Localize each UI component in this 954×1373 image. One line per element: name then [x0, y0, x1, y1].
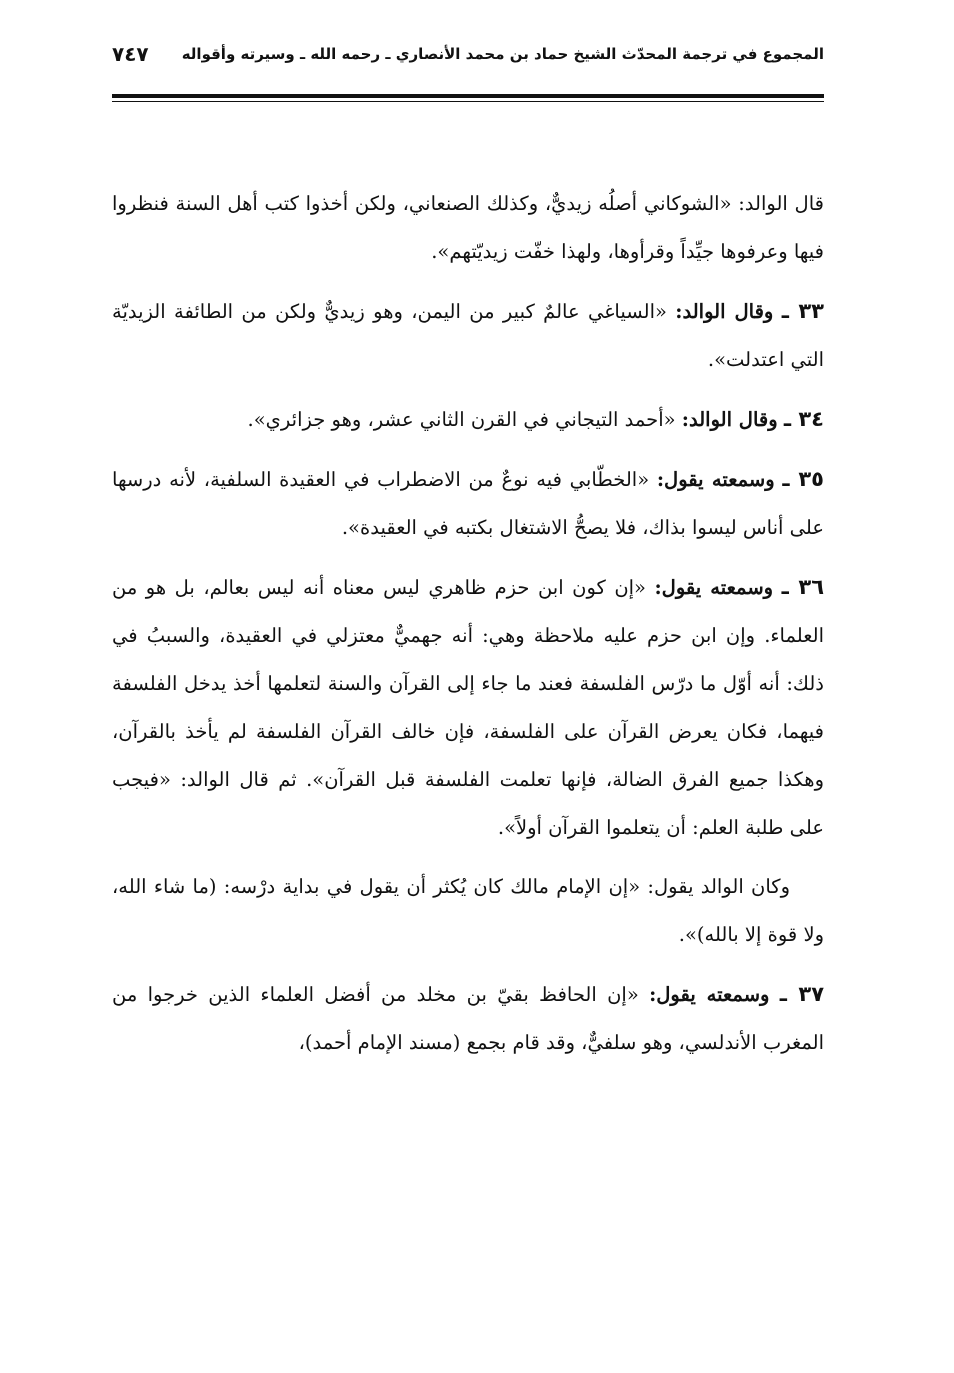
header-rule-thin [112, 101, 824, 102]
paragraph-lead: وقال الوالد: [675, 300, 774, 323]
paragraph-malik [112, 863, 824, 959]
paragraph-text: «إن الحافظ بقيّ بن مخلد من أفضل العلماء الذين خرجوا من المغرب الأندلسي، وهو سلفيٌّ، وقد قام بجمع (مسند الإمام أحمد)، [112, 983, 824, 1054]
page-number: ٧٤٧ [112, 42, 149, 66]
paragraph-intro [112, 180, 824, 276]
paragraph-text: «إن كون ابن حزم ظاهري ليس معناه أنه ليس بعالم، بل هو من العلماء. وإن ابن حزم عليه ملاحظة وهي: أنه جهميٌّ معتزلي في العقيدة، والسببُ في ذلك: أنه أوّل ما درّس الفلسفة فعند ما جاء إلى القرآن والسنة لتعلمها أخذ يدخل الفلسفة فيهما، فكان يعرض القرآن على الفلسفة، فإن خالف القرآن الفلسفة لم يأخذ بالقرآن، وهكذا جميع الفرق الضالة، فإنها تعلمت الفلسفة قبل القرآن». ثم قال الوالد: «فيجب على طلبة العلم: أن يتعلموا القرآن أولاً». [112, 576, 824, 839]
paragraph-number: ٣٦ ـ [781, 575, 825, 599]
header-rule-thick [112, 94, 824, 98]
paragraph-number: ٣٣ ـ [781, 299, 824, 323]
running-header [112, 36, 824, 72]
paragraph-lead: وسمعته يقول: [649, 983, 770, 1006]
paragraph-text: قال الوالد: «الشوكاني أصلُه زيديٌّ، وكذلك الصنعاني، ولكن أخذوا كتب أهل السنة فنظروا فيها وعرفوها جيِّداً وقرأوها، ولهذا خفّت زيديّتهم». [112, 192, 824, 263]
paragraph-37 [112, 970, 824, 1067]
document-body [112, 180, 824, 1078]
paragraph-text: وكان الوالد يقول: «إن الإمام مالك كان يُكثر أن يقول في بداية درْسه: (ما شاء الله، ولا قوة إلا بالله)». [112, 875, 824, 946]
header-title: المجموع في ترجمة المحدّث الشيخ حماد بن محمد الأنصاري ـ رحمه الله ـ وسيرته وأقواله [181, 45, 824, 63]
paragraph-36 [112, 563, 824, 852]
paragraph-text: «الخطّابي فيه نوعٌ من الاضطراب في العقيدة السلفية، لأنه درسها على أناس ليسوا بذاك، فلا يصحُّ الاشتغال بكتبه في العقيدة». [112, 468, 824, 539]
paragraph-33 [112, 287, 824, 384]
paragraph-lead: وقال الوالد: [681, 408, 778, 431]
paragraph-lead: وسمعته يقول: [656, 468, 775, 491]
paragraph-number: ٣٧ ـ [779, 982, 825, 1006]
paragraph-35 [112, 455, 824, 552]
paragraph-34 [112, 395, 824, 444]
paragraph-text: «أحمد التيجاني في القرن الثاني عشر، وهو جزائري». [247, 408, 676, 431]
paragraph-number: ٣٥ ـ [782, 467, 824, 491]
paragraph-lead: وسمعته يقول: [654, 576, 774, 599]
paragraph-text: «السياغي عالمٌ كبير من اليمن، وهو زيديٌّ ولكن من الطائفة الزيديّة التي اعتدلت». [112, 300, 824, 371]
paragraph-number: ٣٤ ـ [783, 407, 824, 431]
